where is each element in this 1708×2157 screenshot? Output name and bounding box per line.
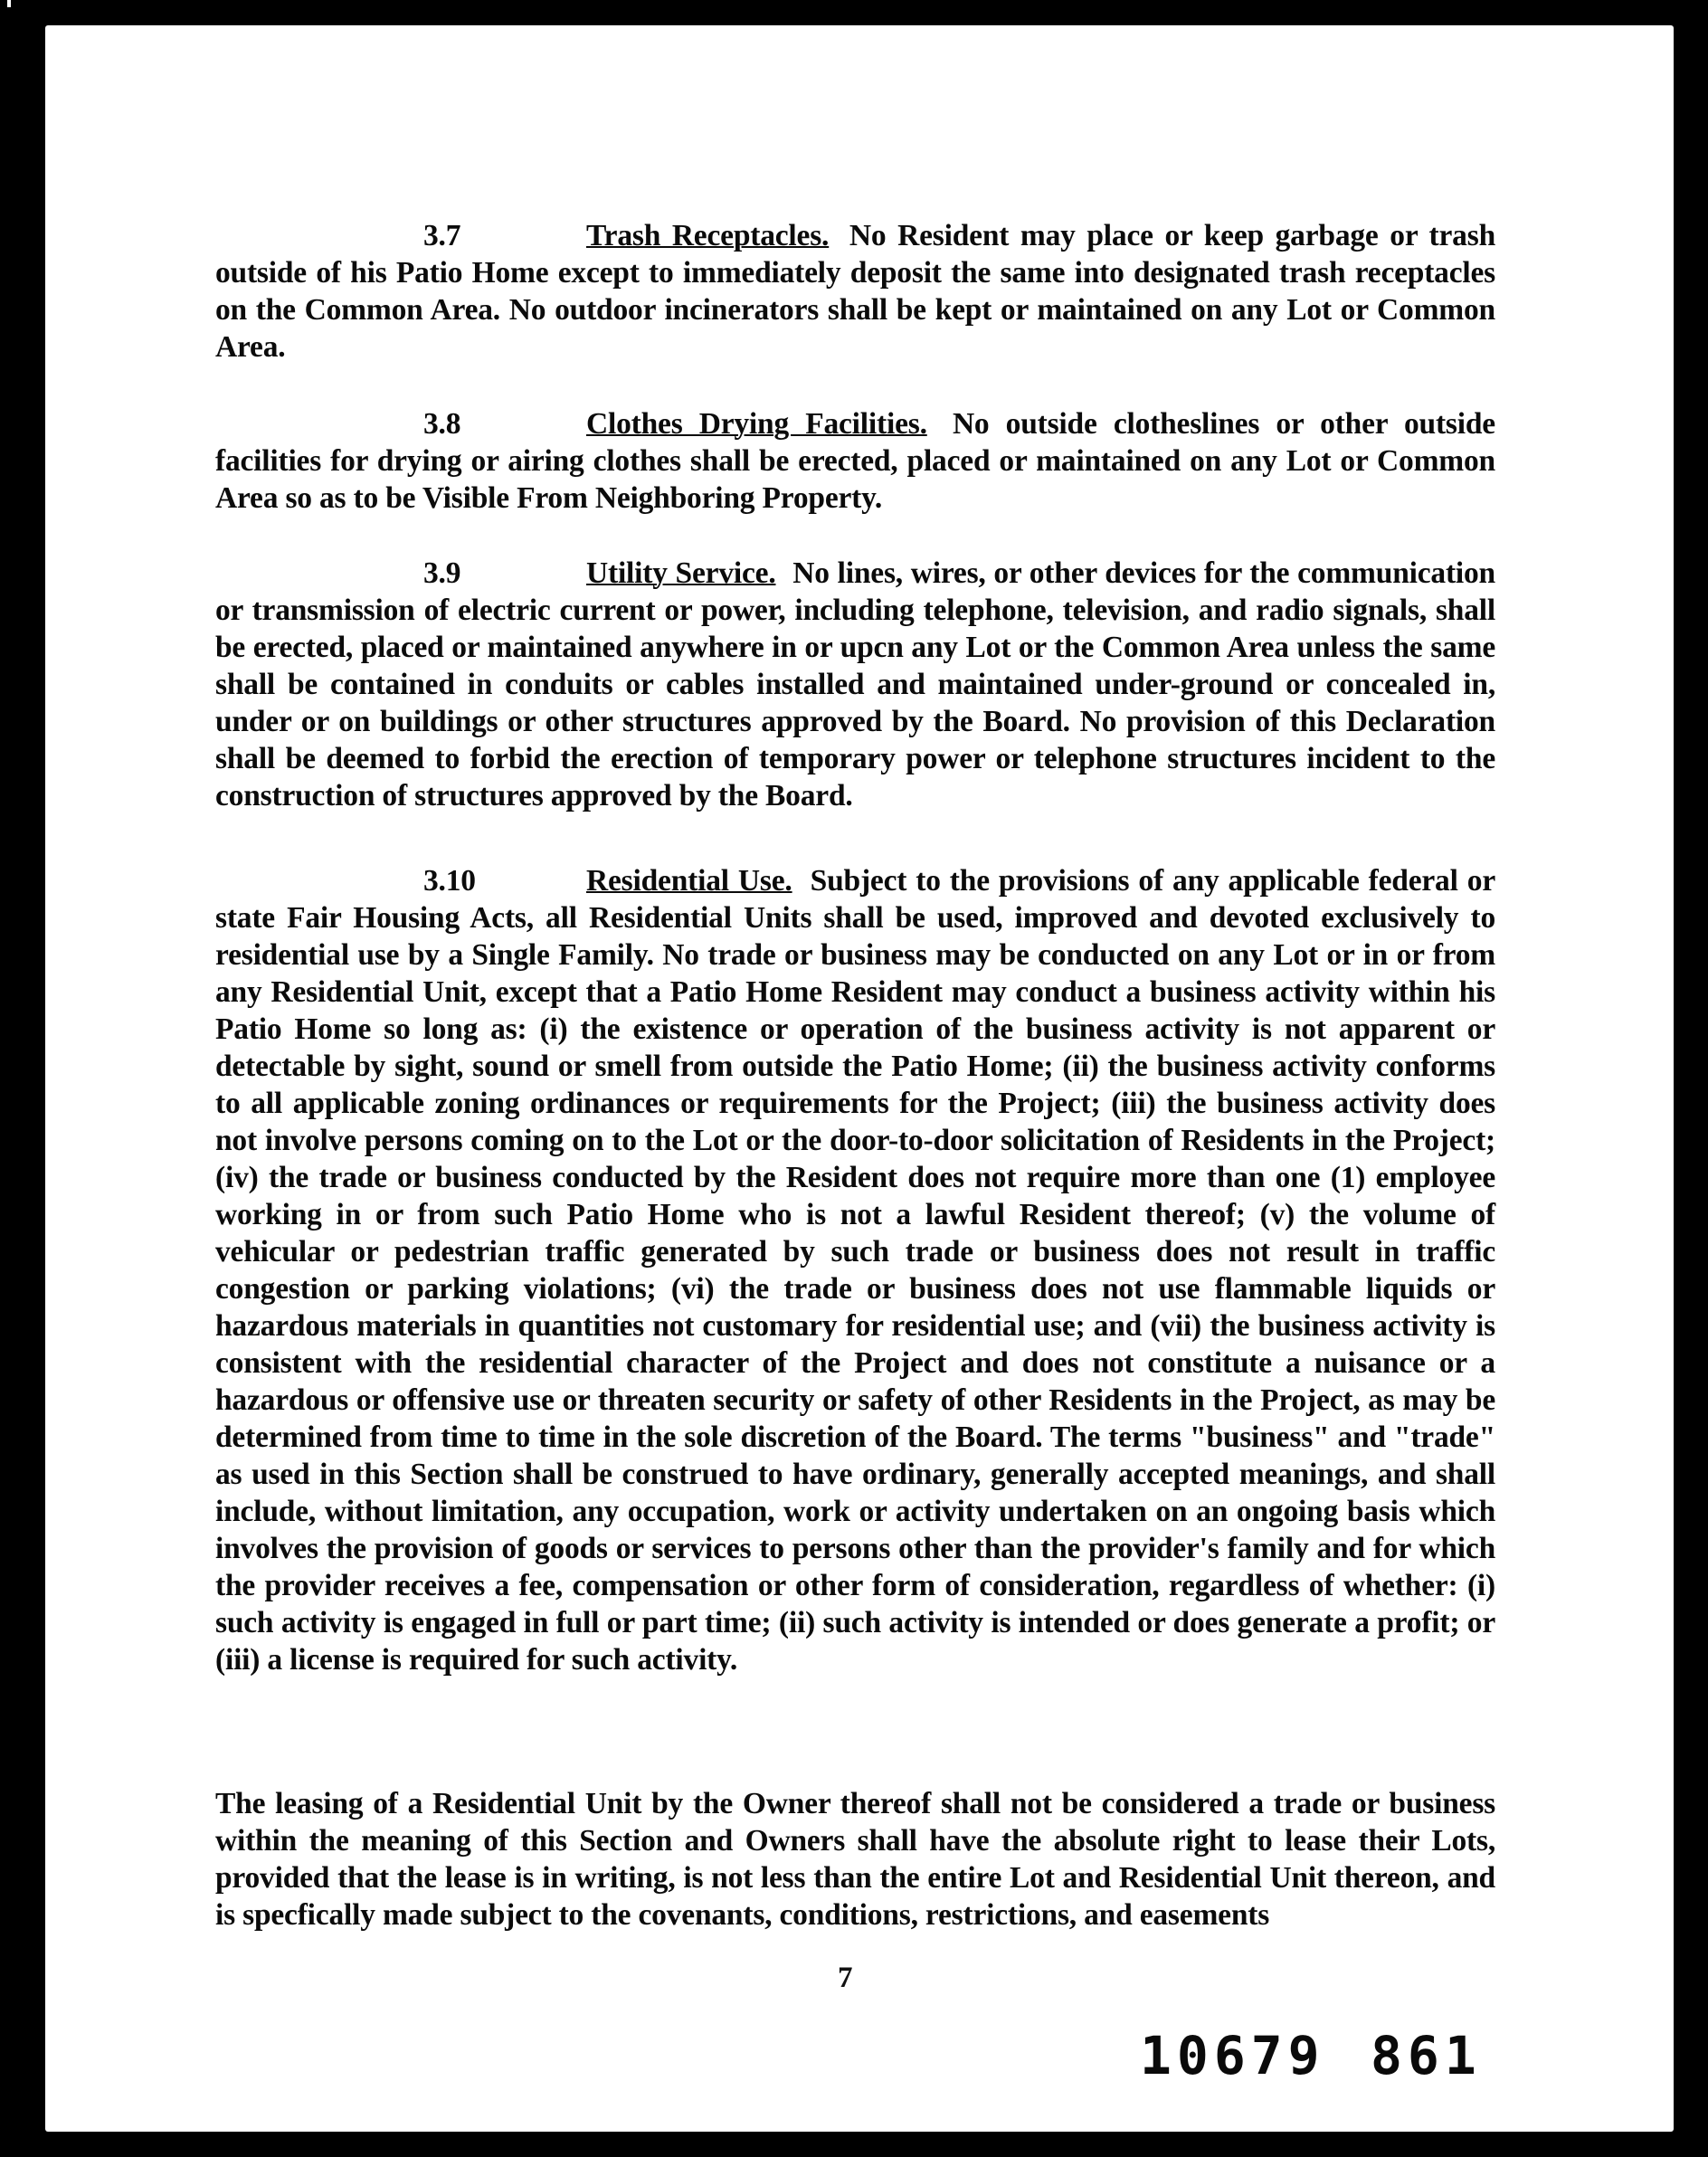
section-heading: Clothes Drying Facilities. (586, 407, 927, 441)
section-number: 3.8 (423, 407, 461, 441)
section-number: 3.9 (423, 556, 461, 590)
section-3-7 (215, 217, 1495, 366)
document-page (45, 25, 1674, 2132)
section-body: No Resident may place or keep garbage or trash outside of his Patio Home except to immediately deposit the same into designated trash receptacles on the Common Area. No outdoor incinerators shall be kept or maintained on any Lot or Common Area. (215, 219, 1496, 364)
section-number: 3.10 (423, 864, 476, 898)
section-body: No lines, wires, or other devices for the communication or transmission of electric current or power, including telephone, television, and radio signals, shall be erected, placed or maintained anywhere in or upcn any Lot or the Common Area unless the same shall be contained in conduits or cables installed and maintained under-ground or concealed in, under or on buildings or other structures approved by the Board. No provision of this Declaration shall be deemed to forbid the erection of temporary power or telephone structures incident to the construction of structures approved by the Board. (215, 556, 1495, 812)
section-heading: Utility Service. (586, 556, 776, 590)
section-number: 3.7 (423, 219, 461, 252)
leasing-paragraph: The leasing of a Residential Unit by the Owner thereof shall not be considered a trade or business within the meaning of this Section and Owners shall have the absolute right to lease their Lots, provided that the lease is in writing, is not less than the entire Lot and Residential Unit thereon, and is specfically made subject to the covenants, conditions, restrictions, and easements (215, 1787, 1495, 1932)
recording-stamp-page: 861 (1371, 2025, 1482, 2086)
section-3-9 (215, 555, 1495, 814)
section-3-10 (215, 862, 1495, 1678)
page-number: 7 (838, 1962, 853, 1994)
section-body: No outside clotheslines or other outside facilities for drying or airing clothes shall be erected, placed or maintained on any Lot or Common Area so as to be Visible From Neighboring Property. (215, 407, 1495, 515)
section-body: Subject to the provisions of any applicable federal or state Fair Housing Acts, all Residential Units shall be used, improved and devoted exclusively to residential use by a Single Family. No trade or business may be conducted on any Lot or in or from any Residential Unit, except that a Patio Home Resident may conduct a business activity within his Patio Home so long as: (i) the existence or operation of the business activity is not apparent or detectable by sight, sound or smell from outside the Patio Home; (ii) the business activity conforms to all applicable zoning ordinances or requirements for the Project; (iii) the business activity does not involve persons coming on to the Lot or the door-to-door solicitation of Residents in the Project; (iv) the trade or business conducted by the Resident does not require more than one (1) employee working in or from such Patio Home who is not a lawful Resident thereof; (v) the volume of vehicular or pedestrian traffic generated by such trade or business does not result in traffic congestion or parking violations; (vi) the trade or business does not use flammable liquids or hazardous materials in quantities not customary for residential use; and (vii) the business activity is consistent with the residential character of the Project and does not constitute a nuisance or a hazardous or offensive use or threaten security or safety of other Residents in the Project, as may be determined from time to time in the sole discretion of the Board. The terms "business" and "trade" as used in this Section shall be construed to have ordinary, generally accepted meanings, and shall include, without limitation, any occupation, work or activity undertaken on an ongoing basis which involves the provision of goods or services to persons other than the provider's family and for which the provider receives a fee, compensation or other form of consideration, regardless of whether: (i) such activity is engaged in full or part time; (ii) such activity is intended or does generate a profit; or (iii) a license is required for such activity. (215, 864, 1495, 1677)
recording-stamp-book: 10679 (1140, 2025, 1325, 2086)
document-body (215, 25, 1495, 1971)
scan-corner-mark (7, 0, 11, 7)
section-heading: Trash Receptacles. (586, 219, 830, 252)
section-3-8 (215, 405, 1495, 517)
section-heading: Residential Use. (586, 864, 792, 898)
